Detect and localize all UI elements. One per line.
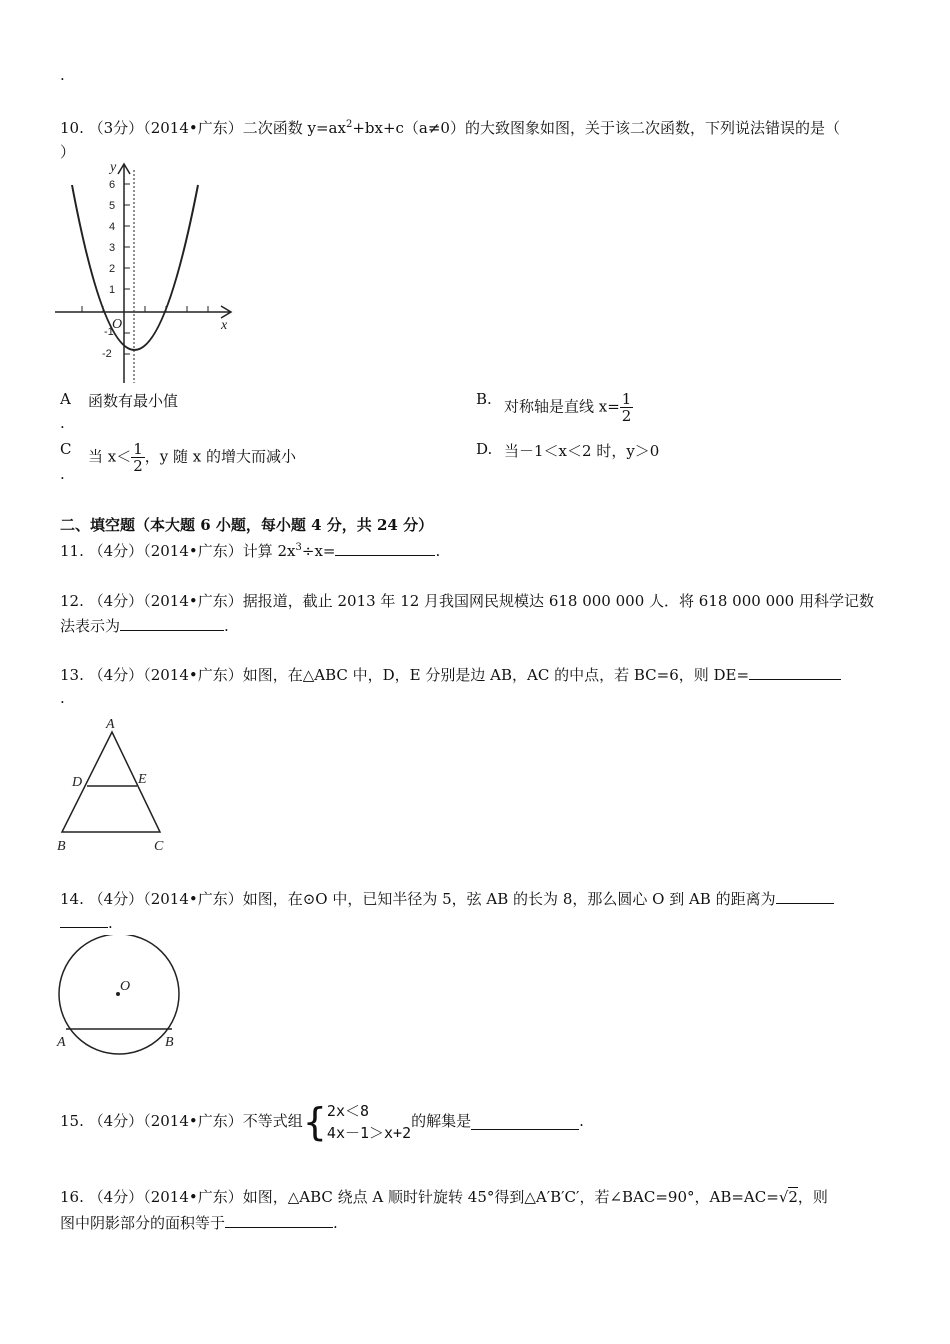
question-number: 15. (60, 1112, 84, 1130)
inequality-1: 2x＜8 (326, 1102, 370, 1120)
question-end: . (60, 689, 65, 707)
question-end: . (333, 1214, 338, 1232)
question-text: 据报道，截止 2013 年 12 月我国网民规模达 618 000 000 人．将 618 000 000 用科学记数 (242, 592, 874, 610)
question-source: （2014•广东） (143, 666, 243, 684)
question-text: 如图，在⊙O 中，已知半径为 5，弦 AB 的长为 8，那么圆心 O 到 AB 的距离为 (242, 890, 776, 908)
question-source: （2014•广东） (143, 542, 243, 560)
question-16-line1 (60, 1186, 828, 1207)
option-b-content (504, 391, 633, 424)
parabola-curve (72, 185, 198, 350)
question-11 (60, 540, 440, 561)
option-c-dot: . (60, 465, 65, 483)
top-dot: . (60, 66, 65, 84)
question-10-line1 (60, 117, 840, 138)
y-axis-label: y (110, 160, 117, 175)
question-end: . (108, 914, 113, 932)
question-end: . (224, 617, 229, 635)
point-a-label: A (57, 1035, 66, 1050)
question-16-line2 (60, 1212, 338, 1233)
question-source: （2014•广东） (143, 119, 243, 137)
center-o-label: O (120, 979, 131, 994)
vertex-c-label: C (154, 839, 164, 854)
y-tick-label: 6 (109, 179, 116, 191)
option-a-text: 函数有最小值 (88, 392, 179, 410)
question-source: （2014•广东） (143, 890, 243, 908)
y-tick-label: 3 (109, 242, 116, 254)
question-text-cont: +bx+c（a≠0）的大致图象如图，关于该二次函数，下列说法错误的是（ (352, 119, 840, 137)
question-12-line2 (60, 615, 229, 636)
circle-figure (52, 935, 187, 1055)
question-number: 10. (60, 119, 84, 137)
origin-label: O (112, 317, 123, 332)
inequality-2: 4x－1＞x+2 (326, 1124, 412, 1142)
question-text-cont: 的解集是 (411, 1112, 472, 1130)
option-a-label: A (60, 390, 71, 408)
option-c-post: ，y 随 x 的增大而减小 (144, 447, 297, 466)
question-14-line2 (60, 913, 113, 932)
answer-blank-cont[interactable] (60, 913, 108, 928)
vertex-b-label: B (57, 839, 66, 854)
exponent: 3 (295, 542, 302, 553)
question-number: 14. (60, 890, 84, 908)
question-number: 16. (60, 1188, 84, 1206)
question-13 (60, 664, 841, 685)
question-end: . (435, 542, 441, 560)
y-tick-label: 4 (109, 221, 116, 233)
question-score: （4分） (88, 890, 144, 908)
parabola-graph (55, 155, 240, 387)
y-tick-label: 5 (109, 200, 116, 212)
question-text-cont: ÷x= (301, 542, 336, 560)
question-score: （3分） (88, 119, 144, 137)
y-tick-label: -2 (102, 348, 112, 360)
option-c-label: C (60, 440, 72, 458)
option-d-text: 当－1＜x＜2 时，y＞0 (504, 442, 660, 460)
question-text: 计算 2x (242, 542, 296, 560)
question-text: 如图，在△ABC 中，D，E 分别是边 AB，AC 的中点，若 BC=6，则 DE= (242, 666, 750, 684)
fraction: $\frac{1}{2}$ (133, 440, 143, 475)
question-score: （4分） (88, 666, 144, 684)
question-text: 二次函数 y=ax (242, 119, 346, 137)
y-tick-label: -1 (104, 326, 114, 338)
brace-icon: { (302, 1100, 327, 1144)
option-d-label: D. (476, 440, 493, 458)
point-e-label: E (138, 772, 147, 787)
answer-blank[interactable] (335, 541, 435, 556)
sqrt-icon: √ (778, 1188, 789, 1206)
question-12-line1 (60, 590, 874, 611)
answer-blank[interactable] (120, 616, 224, 631)
question-end: . (579, 1112, 584, 1130)
triangle-figure (52, 714, 177, 859)
fraction: $\frac{1}{2}$ (621, 390, 632, 425)
question-10-close-paren: ） (60, 143, 76, 161)
inequality-system (327, 1100, 411, 1144)
question-number: 11. (60, 542, 84, 560)
point-b-label: B (165, 1035, 174, 1050)
question-score: （4分） (88, 542, 144, 560)
answer-blank[interactable] (776, 889, 834, 904)
answer-blank[interactable] (749, 665, 841, 680)
question-number: 13. (60, 666, 84, 684)
question-source: （2014•广东） (143, 1188, 243, 1206)
question-score: （4分） (88, 592, 144, 610)
option-b-label: B. (476, 390, 492, 408)
question-text-cont: ，则 (797, 1188, 828, 1206)
option-b-text: 对称轴是直线 x= (504, 397, 620, 416)
question-source: （2014•广东） (143, 1112, 243, 1130)
section-heading: 二、填空题（本大题 6 小题，每小题 4 分，共 24 分） (60, 516, 434, 534)
question-15 (60, 1096, 584, 1146)
answer-blank[interactable] (225, 1213, 333, 1228)
question-number: 12. (60, 592, 84, 610)
y-tick-label: 2 (109, 263, 116, 275)
sqrt-value: 2 (788, 1188, 798, 1206)
question-text-line2: 图中阴影部分的面积等于 (60, 1214, 226, 1232)
vertex-a-label: A (106, 717, 115, 732)
option-a-dot: . (60, 414, 65, 432)
option-c-pre: 当 x＜ (88, 447, 132, 466)
option-c-content (88, 441, 296, 474)
question-score: （4分） (88, 1188, 144, 1206)
question-14 (60, 888, 834, 909)
y-tick-label: 1 (109, 284, 116, 296)
question-source: （2014•广东） (143, 592, 243, 610)
question-score: （4分） (88, 1112, 144, 1130)
exponent: 2 (345, 119, 353, 130)
question-text-cont: 法表示为 (60, 617, 121, 635)
point-d-label: D (72, 775, 83, 790)
x-axis-label: x (221, 318, 228, 333)
question-text: 如图，△ABC 绕点 A 顺时针旋转 45°得到△A′B′C′，若∠BAC=90°，AB=AC= (242, 1188, 779, 1206)
answer-blank[interactable] (471, 1115, 579, 1130)
question-text: 不等式组 (242, 1112, 303, 1130)
